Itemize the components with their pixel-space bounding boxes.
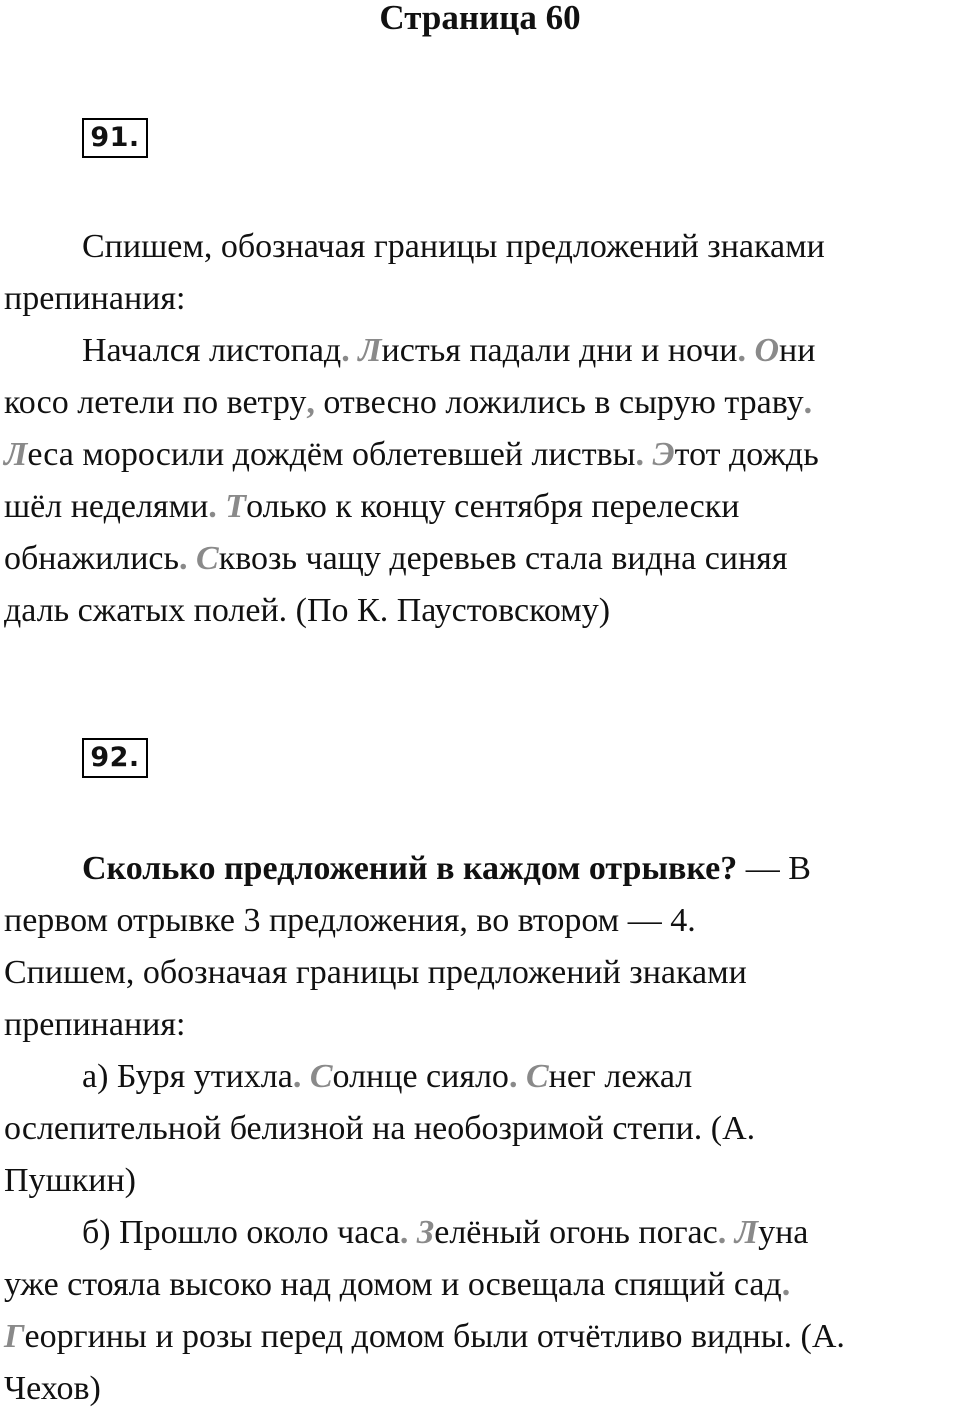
ex91-sentence6-end: обнажились	[4, 540, 180, 577]
ex92-b-line3	[4, 1311, 956, 1363]
ex92-b-line4: Чехов)	[4, 1370, 101, 1407]
ex92-a-sentence3-start: нег лежал	[548, 1058, 693, 1095]
ex91-sentence1: Начался листопад	[82, 332, 342, 369]
ex91-sentence3-end: отвесно ложились в сырую траву	[314, 384, 804, 421]
ex91-sentence3-mid: косо летели по ветру	[4, 384, 307, 421]
ex92-a-mark-period: .	[292, 1058, 302, 1095]
exercise-91-body	[4, 221, 956, 637]
ex91-intro-line1: Спишем, обозначая границы предложений знаками	[82, 228, 825, 265]
ex91-text-line6: даль сжатых полей. (По К. Паустовскому)	[4, 592, 611, 629]
ex91-intro-line2: препинания:	[4, 280, 186, 317]
ex92-b-sentence3-end: уже стояла высоко над домом и освещала спящий сад	[4, 1266, 782, 1303]
ex91-mark-capital: Л	[358, 332, 382, 369]
ex92-a-line2: ослепительной белизной на необозримой степи. (А.	[4, 1110, 756, 1147]
ex92-a-line1	[4, 1051, 956, 1103]
ex92-a-sentence2: олнце сияло	[332, 1058, 509, 1095]
ex92-a-mark-capital: С	[525, 1058, 549, 1095]
page-title: Страница 60	[379, 0, 581, 37]
ex92-b-mark-period: .	[399, 1214, 409, 1251]
ex91-sentence7-start: квозь чащу деревьев стала видна синяя	[218, 540, 788, 577]
ex91-mark-period: .	[803, 384, 813, 421]
ex92-a-mark-capital: С	[309, 1058, 333, 1095]
ex91-text-line5	[4, 533, 956, 585]
ex91-text-line3	[4, 429, 956, 481]
ex92-question-line	[4, 843, 956, 895]
exercise-number-92: 92.	[82, 738, 148, 778]
ex92-answer-line: первом отрывке 3 предложения, во втором — 4.	[4, 902, 696, 939]
ex92-a-sentence1: а) Буря утихла	[82, 1058, 293, 1095]
ex92-b-mark-period: .	[781, 1266, 791, 1303]
ex91-mark-period: .	[737, 332, 746, 369]
ex91-text-line1	[4, 325, 956, 377]
ex92-a-mark-period: .	[508, 1058, 518, 1095]
ex92-question: Сколько предложений в каждом отрывке?	[82, 850, 738, 887]
ex91-mark-capital: О	[754, 332, 780, 369]
ex91-text-line2	[4, 377, 956, 429]
ex91-sentence3-start: ни	[779, 332, 816, 369]
ex91-mark-capital: С	[196, 540, 219, 577]
ex92-b-mark-capital: З	[416, 1214, 435, 1251]
ex92-b-line1	[4, 1207, 956, 1259]
ex92-b-mark-capital: Л	[734, 1214, 759, 1251]
ex91-mark-capital: Л	[4, 436, 28, 473]
ex91-sentence6: олько к концу сентября перелески	[246, 488, 740, 525]
ex92-b-mark-period: .	[717, 1214, 727, 1251]
ex92-b-line2	[4, 1259, 956, 1311]
ex91-sentence2: истья падали дни и ночи	[381, 332, 738, 369]
ex91-mark-capital: Э	[652, 436, 675, 473]
ex92-a-line3: Пушкин)	[4, 1162, 136, 1199]
ex91-mark-period: .	[635, 436, 645, 473]
ex91-text-line4	[4, 481, 956, 533]
exercise-92-body	[4, 843, 956, 1415]
exercise-number-91: 91.	[82, 118, 148, 158]
ex91-sentence5-end: шёл неделями	[4, 488, 209, 525]
ex91-mark-comma: ,	[306, 384, 315, 421]
ex92-b-sentence4: еоргины и розы перед домом были отчётливо видны. (А.	[24, 1318, 845, 1355]
ex92-b-sentence3-start: уна	[758, 1214, 809, 1251]
ex92-intro-line2: препинания:	[4, 1006, 186, 1043]
ex91-sentence4: еса моросили дождём облетевшей листвы	[27, 436, 636, 473]
ex91-mark-capital: Т	[225, 488, 247, 525]
ex91-mark-period: .	[208, 488, 217, 525]
ex92-intro-line1: Спишем, обозначая границы предложений знаками	[4, 954, 747, 991]
ex92-b-mark-capital: Г	[4, 1318, 25, 1355]
ex92-b-sentence2: елёный огонь погас	[434, 1214, 718, 1251]
ex92-answer-start: — В	[737, 850, 811, 887]
ex91-mark-period: .	[179, 540, 188, 577]
ex91-sentence5-start: тот дождь	[674, 436, 819, 473]
ex91-mark-period: .	[341, 332, 350, 369]
ex92-b-sentence1: б) Прошло около часа	[82, 1214, 400, 1251]
